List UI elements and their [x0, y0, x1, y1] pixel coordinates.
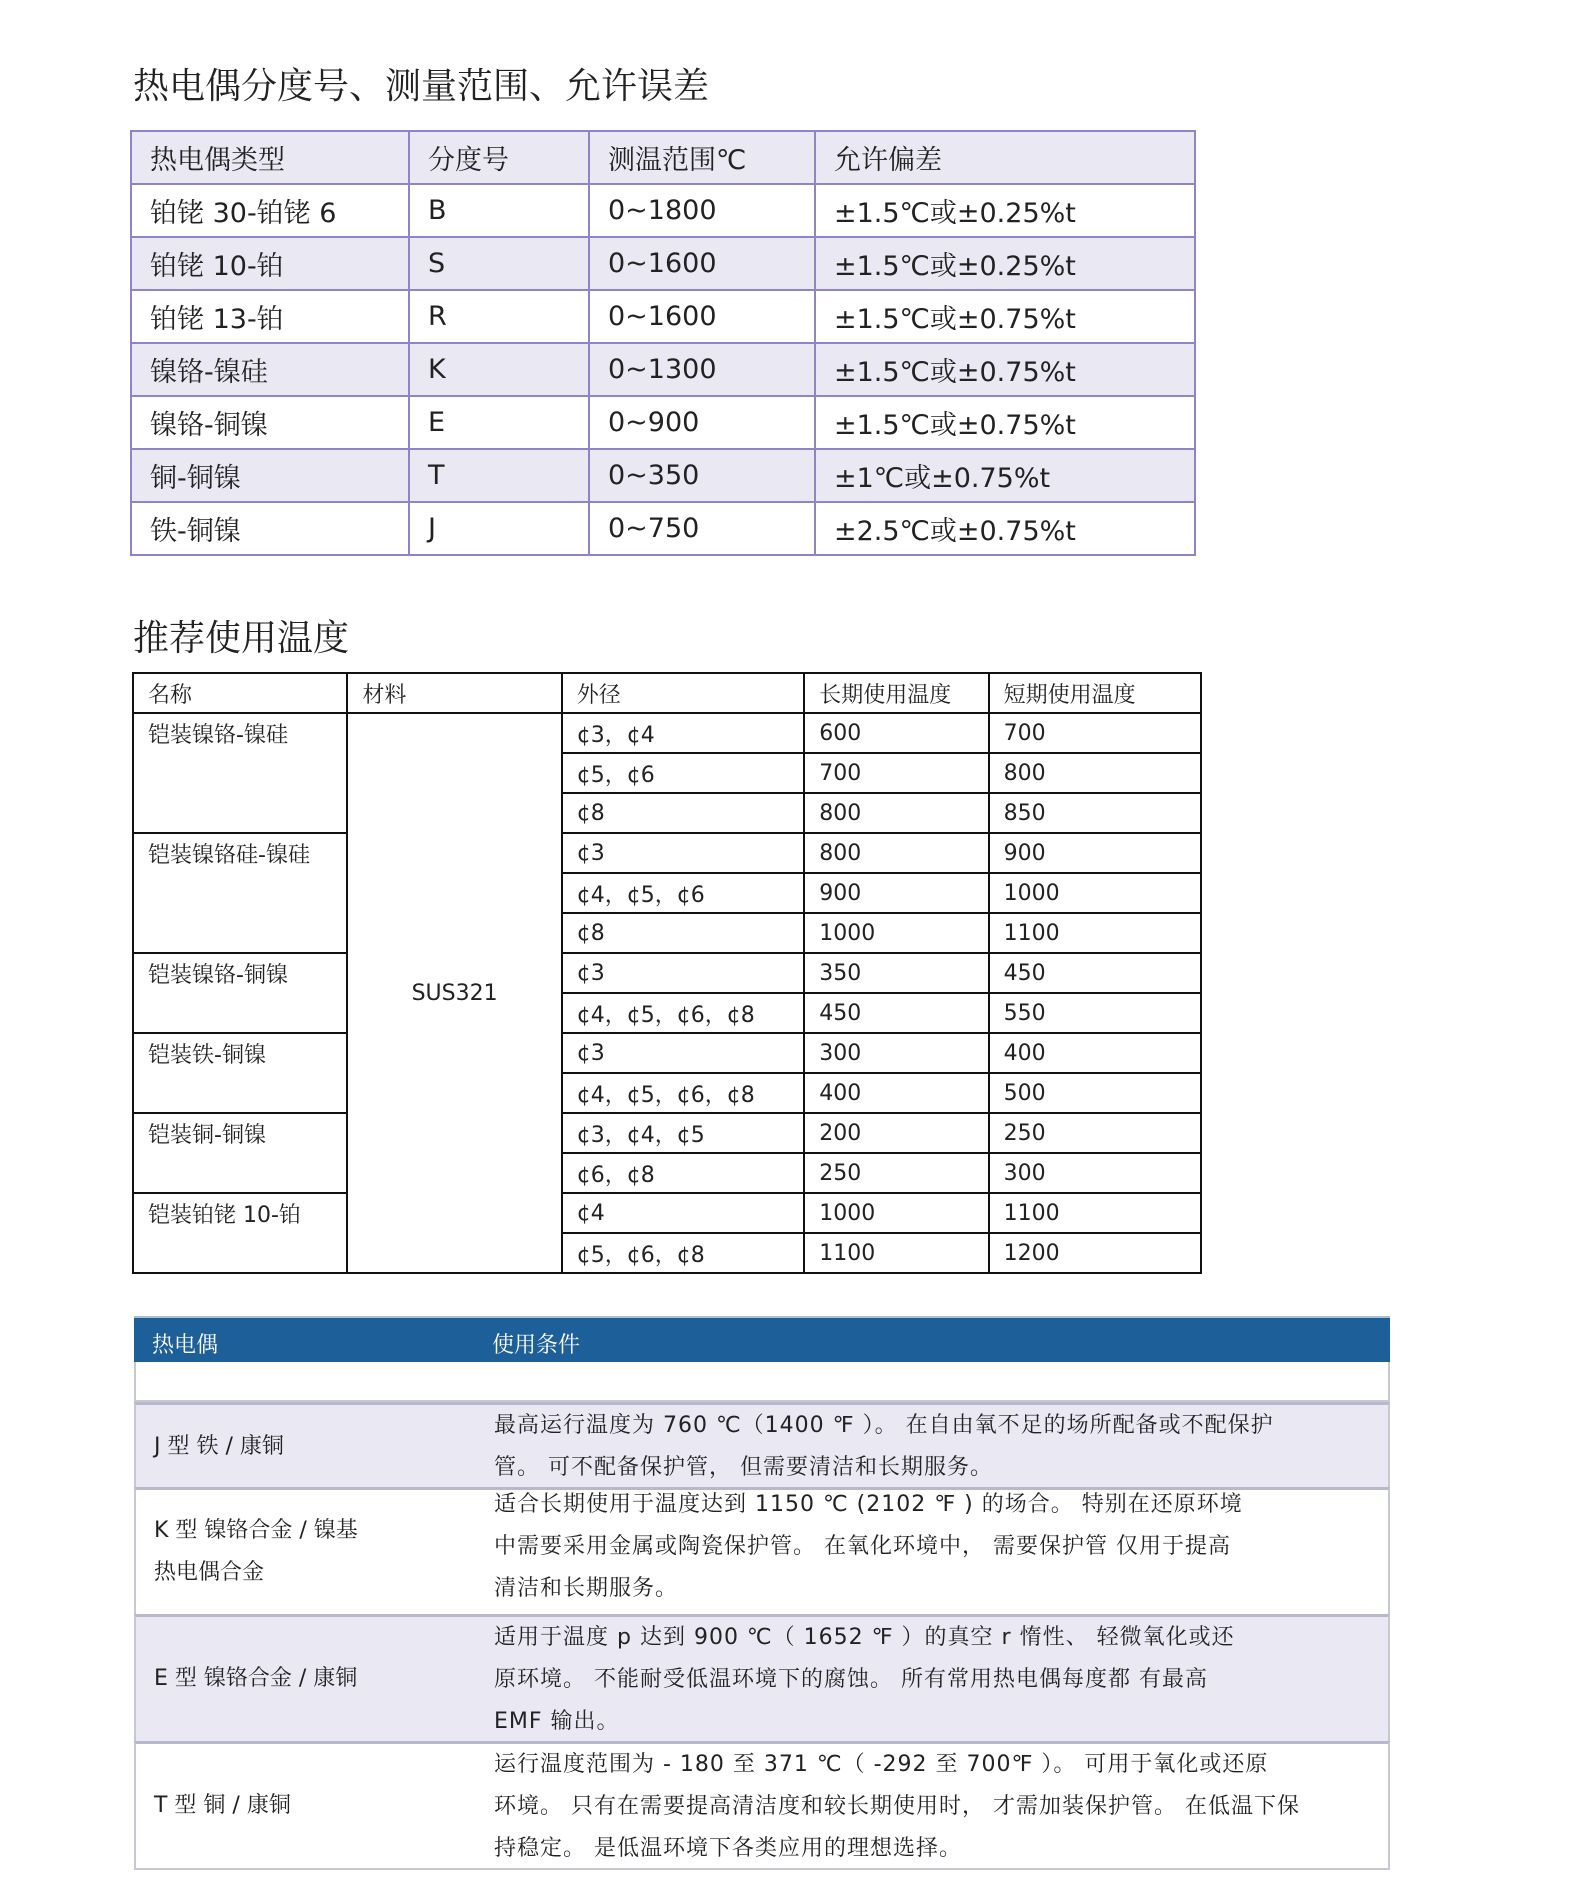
- condition-line: 运行温度范围为 - 180 至 371 ℃（ -292 至 700℉ ）。 可用于氧化或还原: [494, 1752, 1269, 1777]
- long-term-temp-cell: 200: [804, 1113, 988, 1153]
- long-term-temp-cell: 450: [804, 993, 988, 1033]
- table-row: [131, 237, 1195, 290]
- short-term-temp-cell: 1000: [989, 873, 1201, 913]
- diameter-cell: ¢3，¢4: [562, 713, 804, 753]
- short-term-temp-cell: 450: [989, 953, 1201, 993]
- long-term-temp-cell: 700: [804, 753, 988, 793]
- long-term-temp-cell: 1000: [804, 1193, 988, 1233]
- type-cell: 镍铬-铜镍: [131, 396, 409, 449]
- short-term-temp-cell: 1200: [989, 1233, 1201, 1273]
- sheath-name-cell: 铠装铂铑 10-铂: [133, 1193, 347, 1273]
- table-row: [133, 1193, 1201, 1233]
- table-row: [133, 1033, 1201, 1073]
- tolerance-cell: ±2.5℃或±0.75%t: [815, 502, 1195, 555]
- code-cell: B: [409, 184, 589, 237]
- header-cell: 热电偶: [152, 1333, 219, 1358]
- condition-line: 最高运行温度为 760 ℃（1400 ℉ ）。 在自由氧不足的场所配备或不配保护: [494, 1413, 1274, 1438]
- thermocouple-range-table: [130, 130, 1196, 556]
- type-cell: 镍铬-镍硅: [131, 343, 409, 396]
- condition-line: 适用于温度 p 达到 900 ℃（ 1652 ℉ ）的真空 r 惰性、 轻微氧化或还: [494, 1625, 1235, 1650]
- table-row: [133, 713, 1201, 753]
- type-cell: 铂铑 30-铂铑 6: [131, 184, 409, 237]
- table-header-row: [131, 131, 1195, 184]
- header-cell: 热电偶类型: [131, 131, 409, 184]
- table-header-row: [133, 673, 1201, 713]
- table-row: [131, 396, 1195, 449]
- diameter-cell: ¢3: [562, 1033, 804, 1073]
- short-term-temp-cell: 550: [989, 993, 1201, 1033]
- condition-text: [494, 1484, 1374, 1610]
- short-term-temp-cell: 300: [989, 1153, 1201, 1193]
- header-cell: 名称: [133, 673, 347, 713]
- diameter-cell: ¢6，¢8: [562, 1153, 804, 1193]
- tolerance-cell: ±1.5℃或±0.75%t: [815, 343, 1195, 396]
- section-title-recommended-temperature: 推荐使用温度: [133, 618, 350, 659]
- condition-text: [494, 1744, 1374, 1870]
- range-cell: 0~1800: [589, 184, 815, 237]
- long-term-temp-cell: 600: [804, 713, 988, 753]
- long-term-temp-cell: 1100: [804, 1233, 988, 1273]
- condition-line: 适合长期使用于温度达到 1150 ℃ (2102 ℉ ) 的场合。 特别在还原环境: [494, 1492, 1243, 1517]
- code-cell: K: [409, 343, 589, 396]
- sheath-name-cell: 铠装镍铬硅-镍硅: [133, 833, 347, 953]
- long-term-temp-cell: 350: [804, 953, 988, 993]
- long-term-temp-cell: 900: [804, 873, 988, 913]
- diameter-cell: ¢3: [562, 953, 804, 993]
- diameter-cell: ¢4，¢5，¢6，¢8: [562, 993, 804, 1033]
- short-term-temp-cell: 500: [989, 1073, 1201, 1113]
- table-row: [134, 1741, 1390, 1870]
- condition-line: 原环境。 不能耐受低温环境下的腐蚀。 所有常用热电偶每度都 有最高: [494, 1667, 1208, 1692]
- range-cell: 0~1600: [589, 237, 815, 290]
- table-row: [133, 1113, 1201, 1153]
- long-term-temp-cell: 800: [804, 793, 988, 833]
- diameter-cell: ¢4，¢5，¢6: [562, 873, 804, 913]
- condition-line: 管。 可不配备保护管， 但需要清洁和长期服务。: [494, 1455, 993, 1480]
- thermocouple-type: [154, 1510, 454, 1594]
- short-term-temp-cell: 1100: [989, 913, 1201, 953]
- long-term-temp-cell: 1000: [804, 913, 988, 953]
- table-row: [133, 833, 1201, 873]
- empty-row: [134, 1362, 1390, 1402]
- header-cell: 长期使用温度: [804, 673, 988, 713]
- range-cell: 0~350: [589, 449, 815, 502]
- table-row: [133, 953, 1201, 993]
- table-row: [131, 343, 1195, 396]
- diameter-cell: ¢4: [562, 1193, 804, 1233]
- header-cell: 短期使用温度: [989, 673, 1201, 713]
- short-term-temp-cell: 700: [989, 713, 1201, 753]
- diameter-cell: ¢5，¢6: [562, 753, 804, 793]
- table-row: [131, 290, 1195, 343]
- table-row: [134, 1614, 1390, 1741]
- diameter-cell: ¢8: [562, 793, 804, 833]
- code-cell: T: [409, 449, 589, 502]
- tolerance-cell: ±1.5℃或±0.25%t: [815, 237, 1195, 290]
- type-cell: 铂铑 13-铂: [131, 290, 409, 343]
- header-cell: 外径: [562, 673, 804, 713]
- thermocouple-type: E 型 镍铬合金 / 康铜: [154, 1666, 358, 1691]
- condition-text: [494, 1617, 1374, 1743]
- range-cell: 0~1300: [589, 343, 815, 396]
- section-title-thermocouple-ranges: 热电偶分度号、测量范围、允许误差: [133, 66, 710, 107]
- range-cell: 0~900: [589, 396, 815, 449]
- sheath-name-cell: 铠装铜-铜镍: [133, 1113, 347, 1193]
- short-term-temp-cell: 850: [989, 793, 1201, 833]
- long-term-temp-cell: 800: [804, 833, 988, 873]
- diameter-cell: ¢8: [562, 913, 804, 953]
- range-cell: 0~750: [589, 502, 815, 555]
- header-cell: 测温范围℃: [589, 131, 815, 184]
- type-cell: 铂铑 10-铂: [131, 237, 409, 290]
- table-row: [134, 1402, 1390, 1487]
- recommended-temperature-table: [132, 672, 1202, 1274]
- code-cell: J: [409, 502, 589, 555]
- tolerance-cell: ±1.5℃或±0.25%t: [815, 184, 1195, 237]
- thermocouple-type: J 型 铁 / 康铜: [154, 1434, 284, 1459]
- condition-line: 中需要采用金属或陶瓷保护管。 在氧化环境中， 需要保护管 仅用于提高: [494, 1534, 1231, 1559]
- long-term-temp-cell: 250: [804, 1153, 988, 1193]
- tolerance-cell: ±1.5℃或±0.75%t: [815, 396, 1195, 449]
- type-cell: 铁-铜镍: [131, 502, 409, 555]
- short-term-temp-cell: 800: [989, 753, 1201, 793]
- diameter-cell: ¢5，¢6，¢8: [562, 1233, 804, 1273]
- table-row: [131, 449, 1195, 502]
- diameter-cell: ¢3: [562, 833, 804, 873]
- short-term-temp-cell: 400: [989, 1033, 1201, 1073]
- short-term-temp-cell: 250: [989, 1113, 1201, 1153]
- short-term-temp-cell: 900: [989, 833, 1201, 873]
- long-term-temp-cell: 300: [804, 1033, 988, 1073]
- header-cell: 分度号: [409, 131, 589, 184]
- code-cell: S: [409, 237, 589, 290]
- tolerance-cell: ±1℃或±0.75%t: [815, 449, 1195, 502]
- header-cell: 材料: [347, 673, 561, 713]
- type-line: 热电偶合金: [154, 1560, 265, 1585]
- condition-line: EMF 输出。: [494, 1709, 620, 1734]
- sheath-name-cell: 铠装镍铬-铜镍: [133, 953, 347, 1033]
- condition-line: 持稳定。 是低温环境下各类应用的理想选择。: [494, 1836, 962, 1861]
- diameter-cell: ¢3，¢4，¢5: [562, 1113, 804, 1153]
- condition-line: 清洁和长期服务。: [494, 1576, 679, 1601]
- usage-conditions-table: [134, 1316, 1390, 1870]
- table-row: [134, 1487, 1390, 1614]
- type-line: K 型 镍铬合金 / 镍基: [154, 1518, 358, 1543]
- diameter-cell: ¢4，¢5，¢6，¢8: [562, 1073, 804, 1113]
- header-cell: 使用条件: [492, 1333, 581, 1358]
- condition-text: [494, 1405, 1374, 1489]
- long-term-temp-cell: 400: [804, 1073, 988, 1113]
- condition-line: 环境。 只有在需要提高清洁度和较长期使用时， 才需加装保护管。 在低温下保: [494, 1794, 1300, 1819]
- short-term-temp-cell: 1100: [989, 1193, 1201, 1233]
- code-cell: E: [409, 396, 589, 449]
- material-cell: SUS321: [347, 713, 561, 1273]
- thermocouple-type: T 型 铜 / 康铜: [154, 1793, 291, 1818]
- table-row: [131, 184, 1195, 237]
- table-header-row: [134, 1316, 1390, 1362]
- table-row: [131, 502, 1195, 555]
- header-cell: 允许偏差: [815, 131, 1195, 184]
- range-cell: 0~1600: [589, 290, 815, 343]
- code-cell: R: [409, 290, 589, 343]
- sheath-name-cell: 铠装铁-铜镍: [133, 1033, 347, 1113]
- sheath-name-cell: 铠装镍铬-镍硅: [133, 713, 347, 833]
- tolerance-cell: ±1.5℃或±0.75%t: [815, 290, 1195, 343]
- type-cell: 铜-铜镍: [131, 449, 409, 502]
